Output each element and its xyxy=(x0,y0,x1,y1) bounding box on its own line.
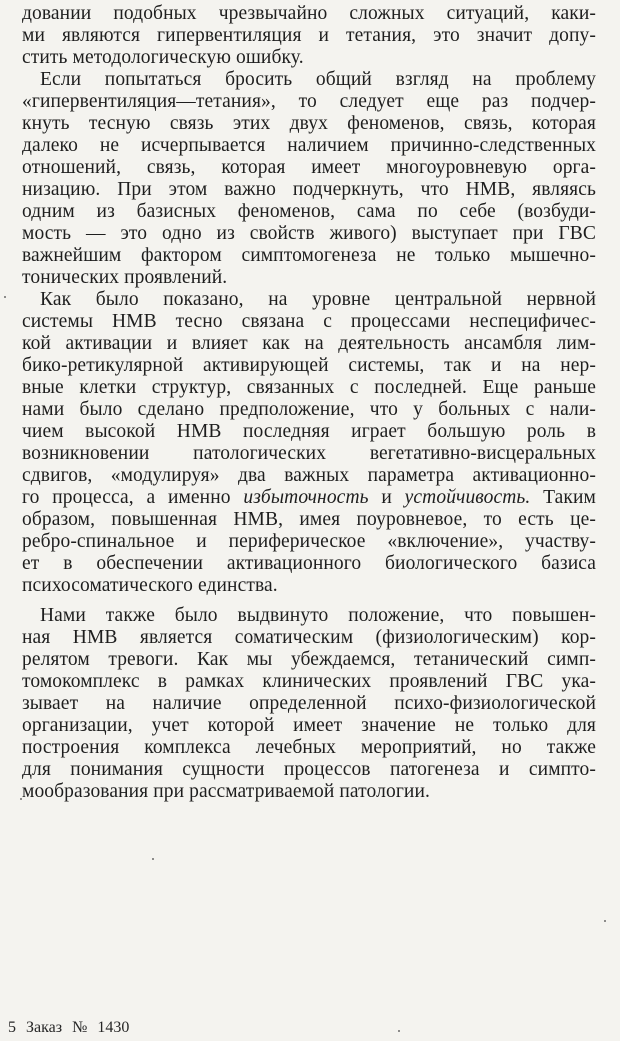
text-line: организации, учет которой имеет значение не только для xyxy=(22,715,596,736)
text-line: мость — это одно из свойств живого) выступает при ГВС xyxy=(22,223,596,244)
sheet-number: 5 xyxy=(8,1019,16,1036)
text-line: Нами также было выдвинуто положение, что повышен- xyxy=(40,605,596,626)
text-line: для понимания сущности процессов патогенеза и симпто- xyxy=(22,759,596,780)
text-line: низацию. При этом важно подчеркнуть, что НМВ, являясь xyxy=(22,179,596,200)
emphasis-word: избыточность xyxy=(243,487,369,508)
text-line: кой активации и влияет как на деятельность ансамбля лим- xyxy=(22,333,596,354)
text-line: нами было сделано предположение, что у больных с нали- xyxy=(22,399,596,420)
text-line: ет в обеспечении активационного биологического базиса xyxy=(22,553,596,574)
text-line: томокомплекс в рамках клинических проявлений ГВС ука- xyxy=(22,671,596,692)
text-line: тонических проявлений. xyxy=(22,267,228,288)
text-line: стить методологическую ошибку. xyxy=(22,47,304,68)
text-line: психосоматического единства. xyxy=(22,575,278,596)
emphasis-word: устойчивость. xyxy=(404,487,531,508)
text-line: вные клетки структур, связанных с последней. Еще раньше xyxy=(22,377,596,398)
text-line: образом, повышенная НМВ, имея поуровневое, то есть це- xyxy=(22,509,596,530)
text-line: Как было показано, на уровне центральной нервной xyxy=(40,289,596,310)
order-label: Заказ xyxy=(26,1019,63,1036)
text-line: системы НМВ тесно связана с процессами неспецифичес- xyxy=(22,311,596,332)
text-line: бико-ретикулярной активирующей системы, так и на нер- xyxy=(22,355,596,376)
text-line: довании подобных чрезвычайно сложных ситуаций, каки- xyxy=(22,3,596,24)
text-line: мообразования при рассматриваемой патологии. xyxy=(22,781,430,802)
number-sign: № xyxy=(72,1019,88,1036)
text-line: одним из базисных феноменов, сама по себе (возбуди- xyxy=(22,201,596,222)
text-line: релятом тревоги. Как мы убеждаемся, тетанический симп- xyxy=(22,649,596,670)
text-fragment: и xyxy=(381,487,392,508)
text-line: ми являются гипервентиляция и тетания, это значит допу- xyxy=(22,25,596,46)
print-signature xyxy=(8,1018,135,1038)
text-line: ребро-спинальное и периферическое «включение», участву- xyxy=(22,531,596,552)
text-line: чием высокой НМВ последняя играет большую роль в xyxy=(22,421,596,442)
scan-speck xyxy=(4,296,6,298)
text-line: важнейшим фактором симптомогенеза не только мышечно- xyxy=(22,245,596,266)
text-line-with-emphasis xyxy=(22,486,596,510)
text-line: отношений, связь, которая имеет многоуровневую орга- xyxy=(22,157,596,178)
text-line: Если попытаться бросить общий взгляд на проблему xyxy=(40,69,596,90)
text-line: зывает на наличие определенной психо-физиологической xyxy=(22,693,596,714)
text-line: далеко не исчерпывается наличием причинно-следственных xyxy=(22,135,596,156)
scan-speck xyxy=(398,1030,400,1032)
text-line: сдвигов, «модулируя» два важных параметра активационно- xyxy=(22,465,596,486)
text-line: построения комплекса лечебных мероприятий, но также xyxy=(22,737,596,758)
text-line: «гипервентиляция—тетания», то следует еще раз подчер- xyxy=(22,91,596,112)
text-line: возникновении патологических вегетативно-висцеральных xyxy=(22,443,596,464)
scan-speck xyxy=(604,920,606,922)
text-fragment: Таким xyxy=(543,487,596,508)
order-number: 1430 xyxy=(97,1019,130,1036)
text-line: кнуть тесную связь этих двух феноменов, связь, которая xyxy=(22,113,596,134)
scan-speck xyxy=(20,798,22,800)
scan-speck xyxy=(152,858,154,860)
text-fragment: го процесса, а именно xyxy=(22,487,231,508)
text-line: ная НМВ является соматическим (физиологическим) кор- xyxy=(22,627,596,648)
